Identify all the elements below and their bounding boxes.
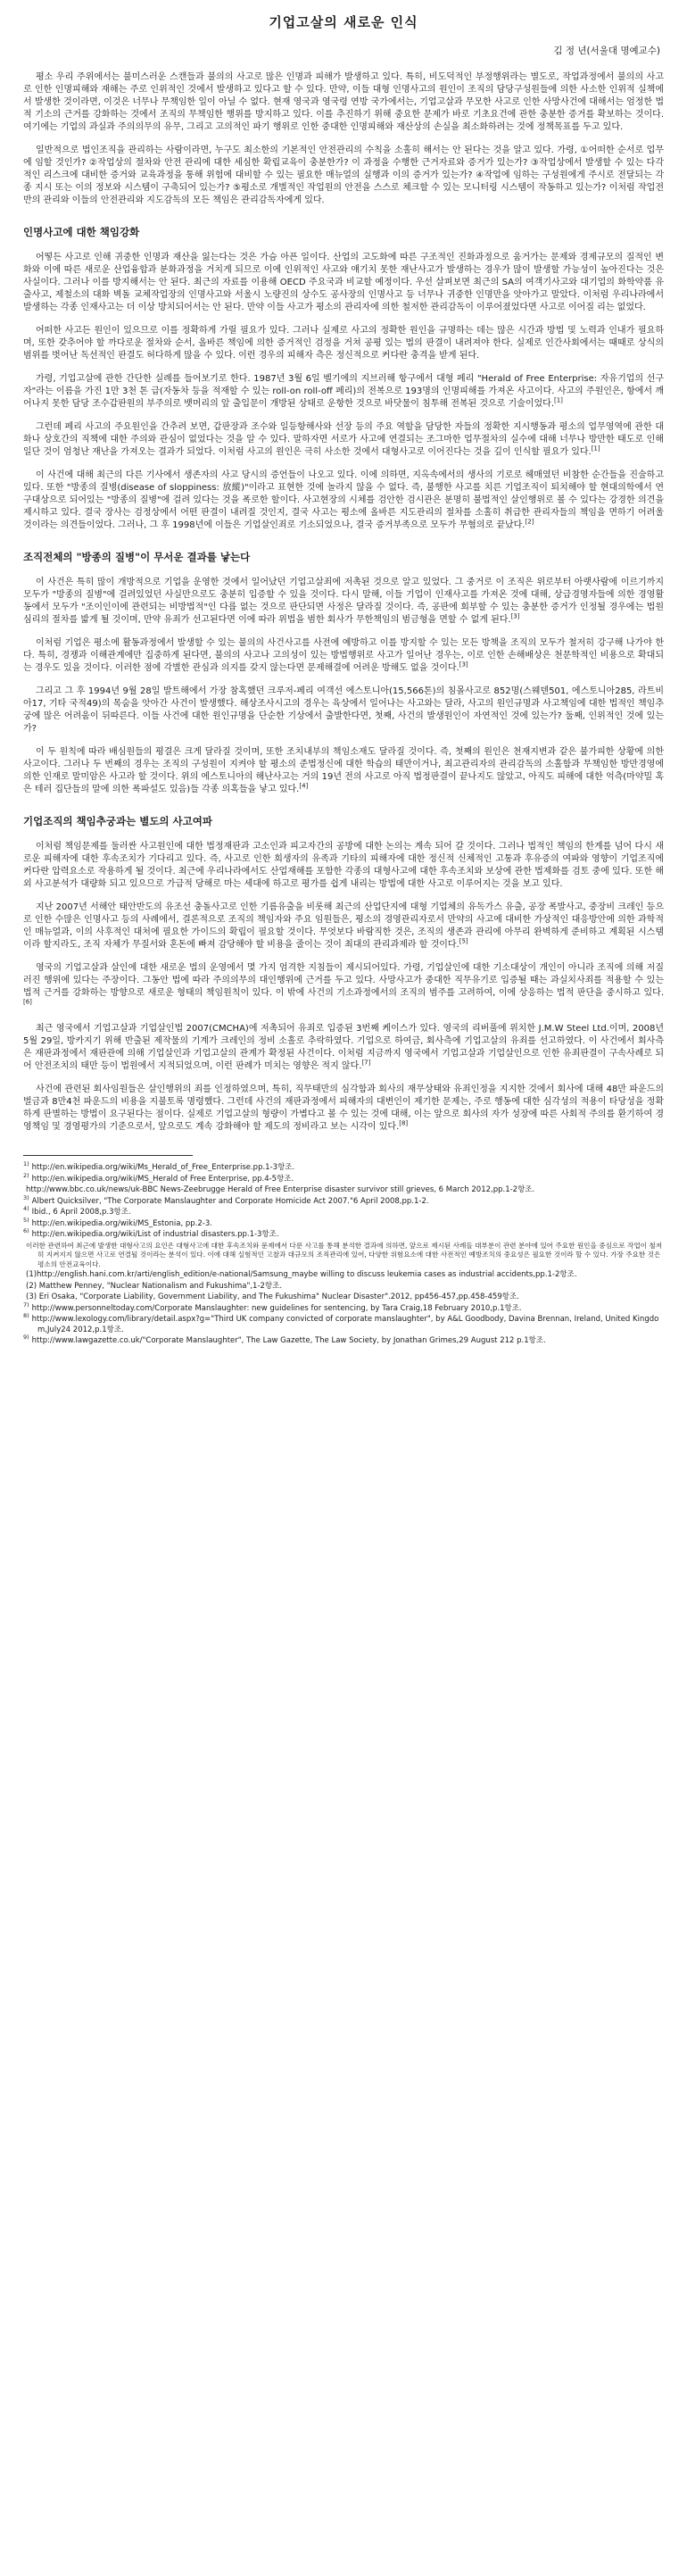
footnote-reference[interactable]: [6] — [23, 998, 32, 1006]
document-page — [23, 0, 664, 1347]
footnote-reference[interactable]: [7] — [361, 1059, 371, 1067]
footnote-text: http://www.personneltoday.com/Corporate Manslaughter: new guidelines for sentencing, by Tara Craig,18 February 2010,p.1항조. — [31, 1303, 522, 1313]
footnote-text: http://en.wikipedia.org/wiki/Ms_Herald_of_Free_Enterprise.pp.1-3항조. — [31, 1163, 295, 1172]
body-paragraph — [23, 145, 664, 207]
footnote-reference[interactable]: [1] — [554, 396, 563, 404]
footnote-item — [23, 1300, 664, 1315]
footnote-item — [23, 1282, 664, 1292]
footnote-reference[interactable]: [3] — [510, 612, 520, 620]
body-paragraph — [23, 373, 664, 411]
footnote-text: http://en.wikipedia.org/wiki/MS_Estonia, pp.2-3. — [31, 1218, 212, 1228]
footnote-item — [23, 1193, 664, 1208]
footnote-text: Ibid., 6 April 2008,p.3항조. — [31, 1208, 131, 1217]
section-heading: 기업조직의 책임추궁과는 별도의 사고여파 — [23, 815, 212, 827]
footnote-divider — [23, 1155, 193, 1156]
footnote-number: 6) — [23, 1227, 29, 1235]
body-paragraph — [23, 746, 664, 796]
body-paragraph — [23, 71, 664, 134]
footnote-reference[interactable]: [3] — [459, 661, 468, 669]
paragraph-text: 최근 영국에서 기업고살과 기업살인법 2007(CMCHA)에 저촉되어 유죄로 입증된 3번째 케이스가 있다. 영국의 리버풀에 위치한 J.M.W Steel Ltd.이며, 2008년 5월 29일, 방카지기 위해 반출된 제작물의 기계가 크레인의 정비 소홀로 추락하였다. 기업으로 하여금, 회사측에 기업고살의 유죄를 선고하였다. 이 사건에서 회사측은 재판과정에서 재판관에 의해 기업살인과 기업고살의 관계가 확정된 사건이다. 이처럼 지금까지 영국에서 기업고살과 기업살인으로 인한 유죄판결이 구속사례로 되어 안전조치의 태만 등이 법원에서 지적되었으며, 이런 판례가 미치는 영향은 적지 않다. — [23, 1024, 664, 1071]
footnote-text: (3) Eri Osaka, "Corporate Liability, Government Liability, and The Fukushima" Nuclear Disaster".2012, pp456-457,pp.458-459항조. — [26, 1292, 519, 1301]
footnote-text: http://en.wikipedia.org/wiki/List of industrial disasters.pp.1-3항조. — [31, 1230, 279, 1239]
paragraph-text: 이 사건에 대해 최근의 다른 기사에서 생존자의 사고 당시의 증언들이 나오고 있다. 이에 의하면, 지옥속에서의 생사의 기로로 헤매였던 비참한 순간들을 진술하고 있다. 또한 "방종의 질병(disease of sloppiness: 放縱)"이라고 표현한 것에 놀라지 않을 수 없다. 즉, 불행한 사고를 치른 기업조직이 퇴치해야 할 현대의학에서 연구대상으로 되어있는 "방종의 질병"에 걸려 있다는 것을 폭로한 할이다. 사고현장의 시체를 검안한 검시관은 분명히 불법적인 살인행위로 볼 수 있다는 강경한 의견을 제시하고 있다. 결국 장사는 검정상에서 어떤 판결이 내려질 것인지, 결국 사고는 평소에 올바른 지도관리의 절차를 소홀히 취급한 관리자들의 책임을 면하기 어려울 것이라는 의견들이었다. 그러나, 그 후 1998년에 이들은 기업살인죄로 기소되었으나, 결국 증거부족으로 모두가 무혐의로 끝났다. — [23, 470, 664, 530]
footnote-item — [23, 1227, 664, 1241]
footnote-number: 7) — [23, 1300, 29, 1309]
article-body — [23, 71, 664, 1134]
footnote-number: 8) — [23, 1312, 29, 1320]
paragraph-text: 이 두 원칙에 따라 배심원들의 평결은 크게 달라질 것이며, 또한 조치내부의 책임소재도 달라질 것이다. 즉, 첫째의 원인은 천재지변과 같은 불가피한 상황에 의한 사고이다. 그러나 두 번째의 경우는 조직의 구성원이 지켜야 할 평소의 준법정신에 대한 학습의 태만이거나, 최고관리자의 관리감독의 소홀함과 무책임한 방만경영에 의한 인재로 말미암은 사고라 할 것이다. 위의 에스토니아의 해난사고는 거의 19년 전의 사고로 아직 법정판결이 끝나지도 않았고, 아직도 피해에 대한 억측(마약밀 혹은 테러 집단들의 말에 의한 폭파설도 있음)들 각종 의혹들을 낳고 있다. — [23, 747, 664, 794]
footnote-item — [23, 1312, 664, 1335]
paragraph-text: 평소 우리 주위에서는 불미스러운 스캔들과 불의의 사고로 많은 인명과 피해가 발생하고 있다. 특히, 비도덕적인 부정행위라는 별도로, 작업과정에서 불의의 사고로 인한 인명피해와 재해는 주로 인위적인 것에서 발생하고 있다고 할 수 있다. 만약, 이들 대형 인명사고의 원인이 조직의 담당구성원들에 의한 사소한 인위적 실책에서 발생한 것이라면, 이것은 너무나 무책임한 일이 아닐 수 없다. 현재 영국과 영국령 연방 국가에서는, 기업고살과 무모한 사고로 인한 사망사건에 대해서는 엄정한 법적 기소의 근거를 강화하는 것에서 조직의 무책임한 행위를 방지하고 있다. 이를 추진하기 위해 중요한 문제가 바로 기초요건에 관한 충분한 증거를 확보하는 것이다. 여기에는 기업의 과실과 주의의무의 유무, 그리고 고의적인 파기 행위로 인한 중대한 인명피해와 재산상의 손실을 최소화하려는 것에 정책목표를 두고 있다. — [23, 72, 664, 132]
footnote-text: 이러한 관련하여 최근에 발생한 대형사고의 요인은 대형사고에 대한 후속조치와 문제에서 다룬 사고를 통해 분석한 결과에 의하면, 앞으로 제시된 사례들 대부분이 관련 분야에 있어 주요한 원인을 중심으로 작업이 철저히 지켜지지 않으면 사고로 연결될 것이라는 분석이 있다. 이에 대해 실험적인 고찰과 대규모의 조직관리에 있어, 다양한 위험요소에 대한 사전적인 예방조치의 중요성은 필요한 것이라 할 수 있다. 가장 주요한 것은 평소의 안전교육이다. — [26, 1241, 663, 1268]
footnote-number: 4) — [23, 1205, 29, 1213]
body-paragraph — [23, 841, 664, 891]
footnote-text: http://www.bbc.co.uk/news/uk-BBC News-Zeebrugge Herald of Free Enterprise disaster survivor still grieves, 6 March 2012,pp.1-2항조. — [26, 1185, 535, 1194]
footnote-text: (1)http://english.hani.com.kr/arti/english_edition/e-national/Samsung_maybe willing to discuss leukemia cases as industrial accidents,pp.1-2항조. — [26, 1270, 577, 1279]
footnote-reference[interactable]: [2] — [525, 518, 534, 526]
footnote-text: (2) Matthew Penney, "Nuclear Nationalism and Fukushima",1-2항조. — [26, 1281, 283, 1291]
paragraph-text: 그리고 그 후 1994년 9월 28일 발트해에서 가장 참혹했던 크루저-페리 여객선 에스토니아(15,566톤)의 침몰사고로 852명(스웨덴501, 에스토니아285, 라트비아17, 기타 국적49)의 목숨을 앗아간 사건이 발생했다. 해상조사시고의 경우는 육상에서 일어나는 사고와는 달라, 사고의 원인규명과 사고책임에 대한 법적인 책임추궁에 많은 어려움이 뒤따른다. 이들 사건에 대한 원인규명을 단순한 기상에서 출발한다면, 첫째, 사건의 발생원인이 자연적인 것에 있는가? 둘째, 인위적인 것에 있는가? — [23, 686, 664, 734]
paragraph-text: 어떻든 사고로 인해 귀중한 인명과 재산을 잃는다는 것은 가슴 아픈 일이다. 산업의 고도화에 따른 구조적인 진화과정으로 움거가는 문제와 경제규모의 질적인 변화와 이에 따른 새로운 산업융합과 분화과정을 거치게 되므로 이에 인위적인 사고와 얘기치 못한 재난사고가 발생하는 경우가 많이 발생할 가능성이 높아진다는 것은 사실이다. 그러나 이를 방지해서는 안 된다. 최근의 자료를 이용해 OECD 주요국과 비교할 예정이다. 우선 살펴보면 최근의 SA의 여객기사고와 대기업의 화학약품 유출사고, 제철소의 대화 벽돌 교체작업장의 인명사고와 서울시 노량진의 상수도 공사장의 인명사고 등 너무나 귀중한 인명만을 앗아가고 말았다. 이처럼 우리나라에서 발생하는 각종 인재사고는 더 이상 방치되어서는 안 된다. 만약 이들 사고가 평소의 관리자에 의한 철저한 관리감독이 이루어졌었다면 사고로 이어질 리는 없었다. — [23, 253, 664, 312]
paragraph-text: 영국의 기업고살과 살인에 대한 새로운 법의 운영에서 몇 가지 엄격한 지침들이 제시되어있다. 가령, 기업살인에 대한 기소대상이 개인이 아니라 조직에 의해 저질러진 행위에 있다는 주장이다. 그동안 법에 따라 주의의무의 대인행위에 근거를 두고 있다. 사망사고가 중대한 직무유기로 입증될 때는 과실치사죄를 적용할 수 있는 법적 근거를 강화하는 방향으로 새로운 형태의 책임원칙이 있다. 이 밖에 사건의 기소과정에서의 조직의 범주를 고려하여, 이에 상응하는 법적 판단을 중시하고 있다. — [23, 963, 664, 998]
footnote-number: 5) — [23, 1216, 29, 1224]
footnote-item — [23, 1171, 664, 1185]
section-heading: 인명사고에 대한 책임강화 — [23, 226, 140, 238]
paragraph-text: 이처럼 기업은 평소에 활동과정에서 발생할 수 있는 불의의 사건사고를 사전에 예방하고 이를 방지할 수 있는 모든 방책을 조직의 모두가 철저히 강구해 나가야 한다. 특히, 경쟁과 이해관계에만 집중하게 된다면, 불의의 사고나 고의성이 있는 방법행위로 사고가 일어난 경우는, 이로 인한 손해배상은 천문학적인 비용으로 확대되는 경우도 있을 것이다. 이러한 점에 각별한 관심과 의지를 갖지 않는다면 문제해결에 어려운 방해도 없을 것이다. — [23, 638, 664, 673]
paragraph-text: 이처럼 책임문제를 둘러싼 사고원인에 대한 법정재판과 고소인과 피고자간의 공방에 대한 논의는 계속 되어 갈 것이다. 그러나 법적인 책임의 한계를 넘어 다시 새로운 피해자에 대한 후속조치가 기다리고 있다. 즉, 사고로 인한 희생자의 유족과 기타의 피해자에 대한 정신적 신체적인 고통과 후유증의 여파와 영향이 기업조직에 커다란 압력요소로 작용하게 될 것이다. 최근에 우리나라에서도 산업재해를 포함한 각종의 대형사고에 대한 후속조치와 보상에 관한 법제화를 검토 중에 있다. 또한 해외 사고분석가 대량화 되고 있으므로 가급적 당해로 마는 세대에 하고로 평가를 쉽게 내리는 방법에 대한 사고로 이루어지는 것을 보고 있다. — [23, 842, 664, 889]
footnote-number: 1) — [23, 1160, 29, 1168]
footnote-number: 3) — [23, 1193, 29, 1201]
paragraph-text: 어떠한 사고든 원인이 있으므로 이를 정확하게 가릴 필요가 있다. 그러나 실제로 사고의 정확한 원인을 규명하는 데는 많은 시간과 방법 및 노력과 인내가 필요하며, 또한 갖추어야 할 까다로운 절차와 순서, 올바른 책임에 의한 증거적인 검정을 거쳐 공평 있는 법의 판결이 내려져야 한다. 실제로 인간사회에서는 때때로 상식의 범위를 벗어난 독선적인 판결도 허다하게 많을 수 있다. 이런 경우의 피해자 측은 정신적으로 커다란 충격을 받게 된다. — [23, 326, 664, 361]
footnote-reference[interactable]: [8] — [399, 1119, 409, 1127]
footnote-list — [23, 1160, 664, 1347]
body-paragraph — [23, 686, 664, 735]
paragraph-text: 일반적으로 법인조직을 관리하는 사람이라면, 누구도 최소한의 기본적인 안전관리의 수칙을 소홀히 해서는 안 된다는 것을 알고 있다. 가령, ①어떠한 순서로 업무에 임할 것인가? ②작업상의 절차와 안전 관리에 대한 세심한 확립교육이 충분한가? 이 과정을 수행한 근거자료와 증거가 있는가? ③작업상에서 발생할 수 있는 다각적인 리스크에 대비한 증거와 교육과정을 통해 위험에 대비할 수 있는 필요한 매뉴얼의 실행과 이의 증거가 있는가? ④작업에 임하는 구성원에게 주시로 전달되는 각종 지시 또는 이의 정보와 시스템이 구축되어 있는가? ⑤평소로 개별적인 작업원의 안전을 스스로 체크할 수 있는 모니터링 시스템이 작동하고 있는가? 이처럼 작업전반의 관리와 이들의 안전관리와 지도감독의 모든 책임은 관리감독자에게 있다. — [23, 145, 664, 205]
body-paragraph — [23, 1023, 664, 1073]
paragraph-text: 사건에 관련된 회사임원들은 살인행위의 죄를 인정하였으며, 특히, 직무태만의 심각함과 회사의 재무상태와 유죄인정을 지지한 것에서 회사에 대해 48만 파운드의 벌금과 8만4천 파운드의 비용을 지불토록 명령했다. 그런데 사건의 재판과정에서 피해자의 대변인이 제기한 문제는, 주로 행동에 대한 심각성의 적용이 타당성을 정확하게 판별하는 방법이 요구된다는 점이다. 실제로 기업고살의 형량이 가볍다고 볼 수 있는 것에 대해, 이는 앞으로 회사의 자가 성장에 따른 사회적 주의를 환기하여 경영책임 및 경영평가의 기준으로서, 앞으로도 계속 강화해야 할 제도의 정비라고 보는 시각이 있다. — [23, 1084, 664, 1132]
footnote-item — [23, 1216, 664, 1230]
author-line: 김 정 년(서울대 명예교수) — [553, 46, 660, 56]
footnote-number: 9) — [23, 1334, 29, 1342]
body-paragraph — [23, 902, 664, 951]
footnote-item — [23, 1292, 664, 1303]
body-paragraph — [23, 637, 664, 675]
footnote-item — [23, 1185, 664, 1196]
document-title: 기업고살의 새로운 인식 — [269, 14, 418, 30]
footnote-text: http://en.wikipedia.org/wiki/MS_Herald of Free Enterprise, pp.4-5항조. — [31, 1174, 294, 1184]
footnote-reference[interactable]: [1] — [591, 445, 600, 453]
body-paragraph — [23, 469, 664, 532]
body-paragraph — [23, 421, 664, 459]
footnote-reference[interactable]: [4] — [299, 782, 309, 790]
body-paragraph — [23, 1084, 664, 1134]
footnote-text: http://www.lexology.com/library/detail.aspx?g="Third UK company convicted of corporate manslaughter", by A&L Goodbody, Davina Brennan, Ireland, United Kingdom,July24 2012,p.1항조. — [31, 1315, 659, 1334]
paragraph-text: 이 사건은 특히 많이 개방적으로 기업을 운영한 것에서 일어났던 기업고살죄에 저촉된 것으로 알고 있었다. 그 중거로 이 조직은 위로부터 아랫사람에 이르기까지 모두가 "방종의 질병"에 걸려있었던 사실만으로도 충분히 입증할 수 있을 것이다. 다시 말해, 이들 기업이 인재사고를 가져온 것에 대해, 상급경영자들에 의한 경영활동에서 모두가 "조이인이에 관련되는 비방법적"인 다릅 없는 것으로 판단되면 사정은 달라질 것이다. 즉, 공판에 회부할 수 있는 충분한 증거가 인정될 경우에는 법원심리의 절차를 밟게 될 것이며, 만약 유죄가 선고된다면 이에 따라 위법을 범한 회사가 무한책임의 범금형을 면할 수 없게 된다. — [23, 578, 664, 625]
footnote-text: http://www.lawgazette.co.uk/"Corporate Manslaughter", The Law Gazette, The Law Society, by Jonathan Grimes,29 August 212 p.1항조. — [31, 1336, 546, 1345]
body-paragraph — [23, 252, 664, 314]
footnote-item — [23, 1336, 664, 1347]
body-paragraph — [23, 325, 664, 362]
footnote-item — [23, 1270, 664, 1281]
paragraph-text: 가령, 기업고살에 관한 간단한 실례를 들어보기로 한다. 1987년 3월 6일 벨기에의 지브러해 항구에서 대형 페리 "Herald of Free Enterprise: 자유기업의 선구자"라는 이름을 가진 1만 3천 톤 급(자동차 등을 적재할 수 있는 roll-on roll-off 페리)의 전복으로 193명의 인명피해를 가져온 사고이다. 사고의 주원인은, 항에서 깨어나지 못한 담당 조수갑판원의 부주의로 뱃머리의 앞 출입문이 개방된 상태로 운항한 것으로 바닷물이 침투해 전복된 것으로 기술이었다. — [23, 374, 664, 409]
section-heading: 조직전체의 "방종의 질병"이 무서운 결과를 낳는다 — [23, 551, 251, 563]
footnote-item — [23, 1242, 664, 1270]
footnote-reference[interactable]: [5] — [459, 937, 468, 945]
body-paragraph — [23, 962, 664, 1012]
body-paragraph — [23, 577, 664, 627]
paragraph-text: 지난 2007년 서해안 태안반도의 유조선 충돌사고로 인한 기름유출을 비롯해 최근의 산업단지에 대형 기업체의 유독가스 유출, 공장 폭발사고, 중장비 크레인 등으로 인한 수많은 인명사고 등의 사례에서, 결론적으로 조직의 책임자와 주요 임원들은, 평소의 경영관리자로서 만약의 사고에 대비한 가상적인 대응방안에 의한 과학적인 매뉴얼과, 이의 사후적인 대처에 필요한 가이드의 확립이 필요할 것이다. 무엇보다 바람직한 것은, 조직의 생존과 관리에 아무리 완벽하게 준비하고 계획된 시스템이라 할지라도, 조직 자체가 무질서와 혼돈에 빠져 감당해야 할 비용을 줄이는 것이 최대의 관리과제라 할 것이다. — [23, 902, 664, 950]
footnote-text: Albert Quicksilver, "The Corporate Manslaughter and Corporate Homicide Act 2007."6 April 2008,pp.1-2. — [31, 1196, 429, 1206]
footnote-number: 2) — [23, 1171, 29, 1179]
paragraph-text: 그런데 페리 사고의 주요원인을 간추려 보면, 갑판장과 조수와 일등항해사와 선장 등의 주요 역할을 담당한 자들의 정확한 지시행동과 평소의 업무영역에 관한 대화나 상호간의 직책에 대한 주의와 관심이 없었다는 것을 알 수 있다. 말하자면 서로가 사고에 연결되는 조그마한 업무절차의 실수에 대해 너무나 방만한 태도로 인해 일단 것이 엄청난 재난을 가져오는 결과가 되었다. 이처럼 사고의 원인은 극히 사소한 것에서 대형사고로 이어진다는 것을 깊이 인식할 필요가 있다. — [23, 422, 664, 457]
footnote-item — [23, 1160, 664, 1174]
footnote-item — [23, 1205, 664, 1218]
